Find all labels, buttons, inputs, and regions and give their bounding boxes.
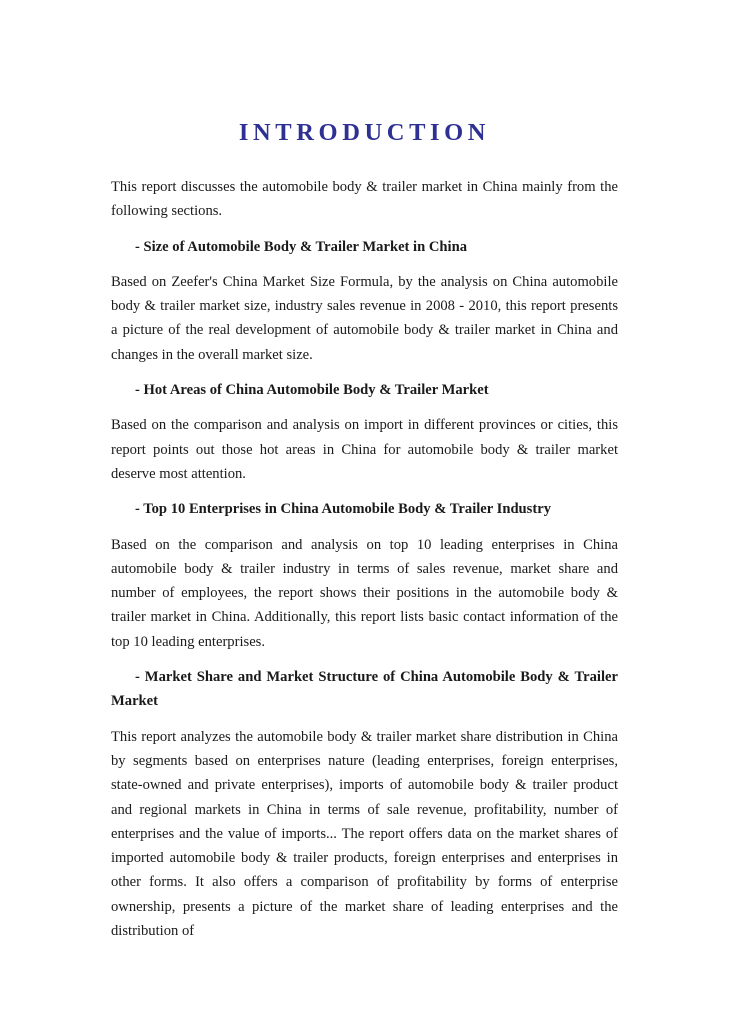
section-heading-market-share: - Market Share and Market Structure of China Automobile Body & Trailer Market [111, 669, 618, 710]
intro-paragraph: This report discusses the automobile body & trailer market in China mainly from the following sections. [111, 179, 618, 220]
section-heading-top-10-enterprises: - Top 10 Enterprises in China Automobile Body & Trailer Industry [135, 501, 551, 518]
page-title: INTRODUCTION [238, 119, 491, 146]
document-body [111, 175, 618, 943]
section-body-hot-areas: Based on the comparison and analysis on import in different provinces or cities, this report points out those hot areas in China for automobile body & trailer market deserve most attention. [111, 417, 618, 482]
section-heading-hot-areas: - Hot Areas of China Automobile Body & Trailer Market [135, 382, 489, 399]
section-heading-market-size: - Size of Automobile Body & Trailer Market in China [135, 238, 467, 255]
section-body-market-share: This report analyzes the automobile body & trailer market share distribution in China by segments based on enterprises nature (leading enterprises, foreign enterprises, state-owned and private enterprises), imports of automobile body & trailer product and regional markets in China in terms of sale revenue, profitability, number of enterprises and the value of imports... The report offers data on the market shares of imported automobile body & trailer products, foreign enterprises and enterprises in other forms. It also offers a comparison of profitability by forms of enterprise ownership, presents a picture of the market share of leading enterprises and the distribution of [111, 728, 618, 940]
section-body-market-size: Based on Zeefer's China Market Size Formula, by the analysis on China automobile body & trailer market size, industry sales revenue in 2008 - 2010, this report presents a picture of the real development of automobile body & trailer market in China and changes in the overall market size. [111, 273, 618, 363]
section-body-top-10-enterprises: Based on the comparison and analysis on top 10 leading enterprises in China automobile body & trailer industry in terms of sales revenue, market share and number of employees, the report shows their positions in the automobile body & trailer market in China. Additionally, this report lists basic contact information of the top 10 leading enterprises. [111, 536, 618, 650]
